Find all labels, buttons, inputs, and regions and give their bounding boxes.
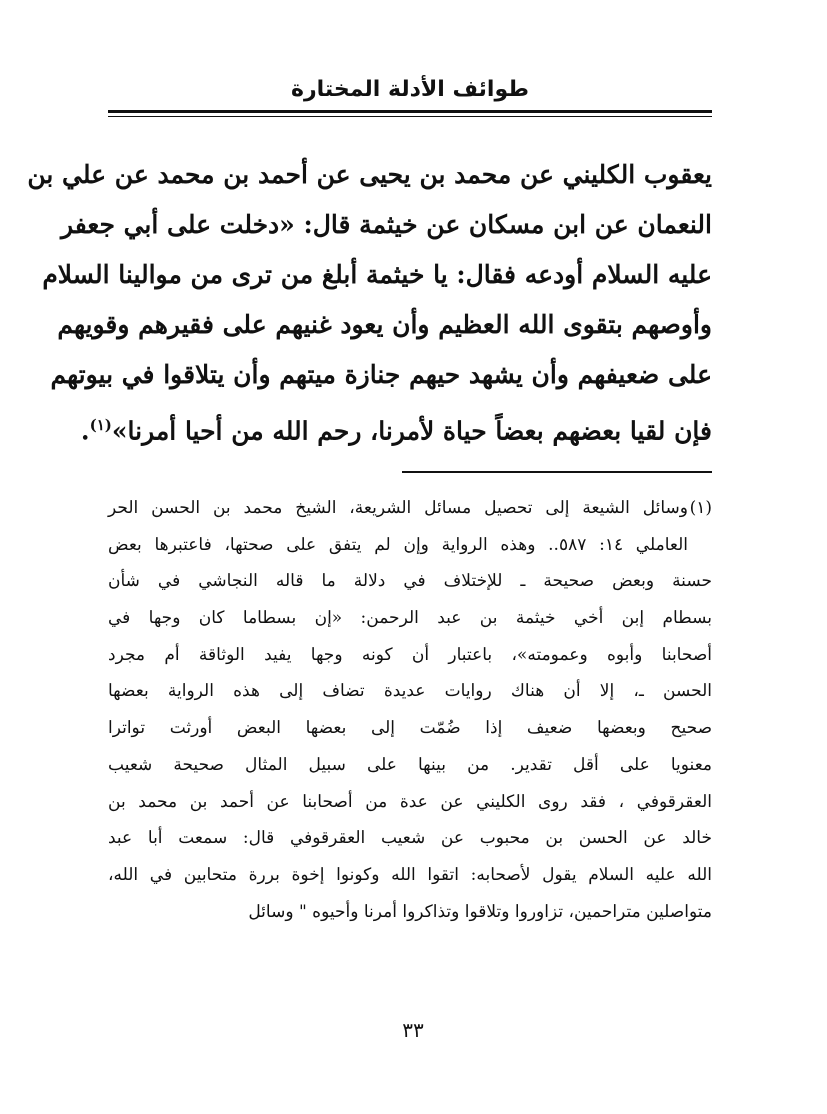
footnote-line: العاملي ١٤: ٥٨٧.. وهذه الرواية وإن لم يتفق على صحتها، فاعتبرها بعض — [108, 534, 688, 555]
main-text-line: على ضعيفهم وأن يشهد حيهم جنازة ميتهم وأن يتلاقوا في بيوتهم — [50, 360, 712, 389]
footnote-line: الحسن ـ، إلا أن هناك روايات عديدة تضاف إلى هذه الرواية بعضها — [108, 681, 712, 702]
main-text-line: عليه السلام أودعه فقال: يا خيثمة أبلغ من ترى من موالينا السلام — [42, 260, 712, 289]
footnote-number: (١) — [689, 498, 712, 518]
main-text-last-line — [80, 400, 712, 450]
main-text-line: فإن لقيا بعضهم بعضاً حياة لأمرنا، رحم الله من أحيا أمرنا» — [111, 416, 712, 446]
footnote-line: متواصلين متراحمين، تزاوروا وتلاقوا وتذاكروا أمرنا وأحيوه " وسائل — [248, 901, 712, 922]
footnote-separator — [402, 471, 712, 473]
page-number: ٣٣ — [402, 1018, 424, 1042]
footnote-reference: (١) — [89, 416, 112, 434]
footnote-line: أصحابنا وأبوه وعمومته»، باعتبار أن كونه وجها يفيد الوثاقة أم مجرد — [108, 644, 712, 665]
main-text-line: النعمان عن ابن مسكان عن خيثمة قال: «دخلت على أبي جعفر — [60, 210, 712, 239]
footnote-line: حسنة وبعض صحيحة ـ للإختلاف في دلالة ما قاله النجاشي في شأن — [108, 571, 712, 592]
footnote-line: صحيح وبعضها ضعيف إذا ضُمّت إلى بعضها البعض أورثت تواترا — [108, 718, 712, 739]
header-rule-thin — [108, 116, 712, 117]
footnote-line-text: وسائل الشيعة إلى تحصيل مسائل الشريعة، الشيخ محمد بن الحسن الحر — [108, 498, 688, 518]
running-header-title: طوائف الأدلة المختارة — [291, 77, 529, 102]
footnote — [108, 490, 712, 930]
footnote-line: خالد عن الحسن بن محبوب عن شعيب العقرقوفي قال: سمعت أبا عبد — [108, 828, 712, 849]
footnote-line: الله عليه السلام يقول لأصحابه: اتقوا الله وكونوا إخوة بررة متحابين في الله، — [108, 864, 712, 885]
footnote-line: العقرقوفي ، فقد روى الكليني عن عدة من أصحابنا عن أحمد بن محمد بن — [108, 791, 712, 812]
main-text — [27, 150, 712, 450]
footnote-line — [108, 490, 712, 527]
footnote-line: بسطام إبن أخي خيثمة بن عبد الرحمن: «إن بسطاما كان وجها في — [108, 608, 712, 629]
main-text-line: وأوصهم بتقوى الله العظيم وأن يعود غنيهم على فقيرهم وقويهم — [57, 310, 712, 339]
main-text-line: يعقوب الكليني عن محمد بن يحيى عن أحمد بن محمد عن علي بن — [27, 160, 712, 189]
footnote-line: معنويا على أقل تقدير. من بينها على سبيل المثال صحيحة شعيب — [108, 754, 712, 775]
header-rule-thick — [108, 110, 712, 113]
end-punctuation: . — [80, 416, 90, 446]
